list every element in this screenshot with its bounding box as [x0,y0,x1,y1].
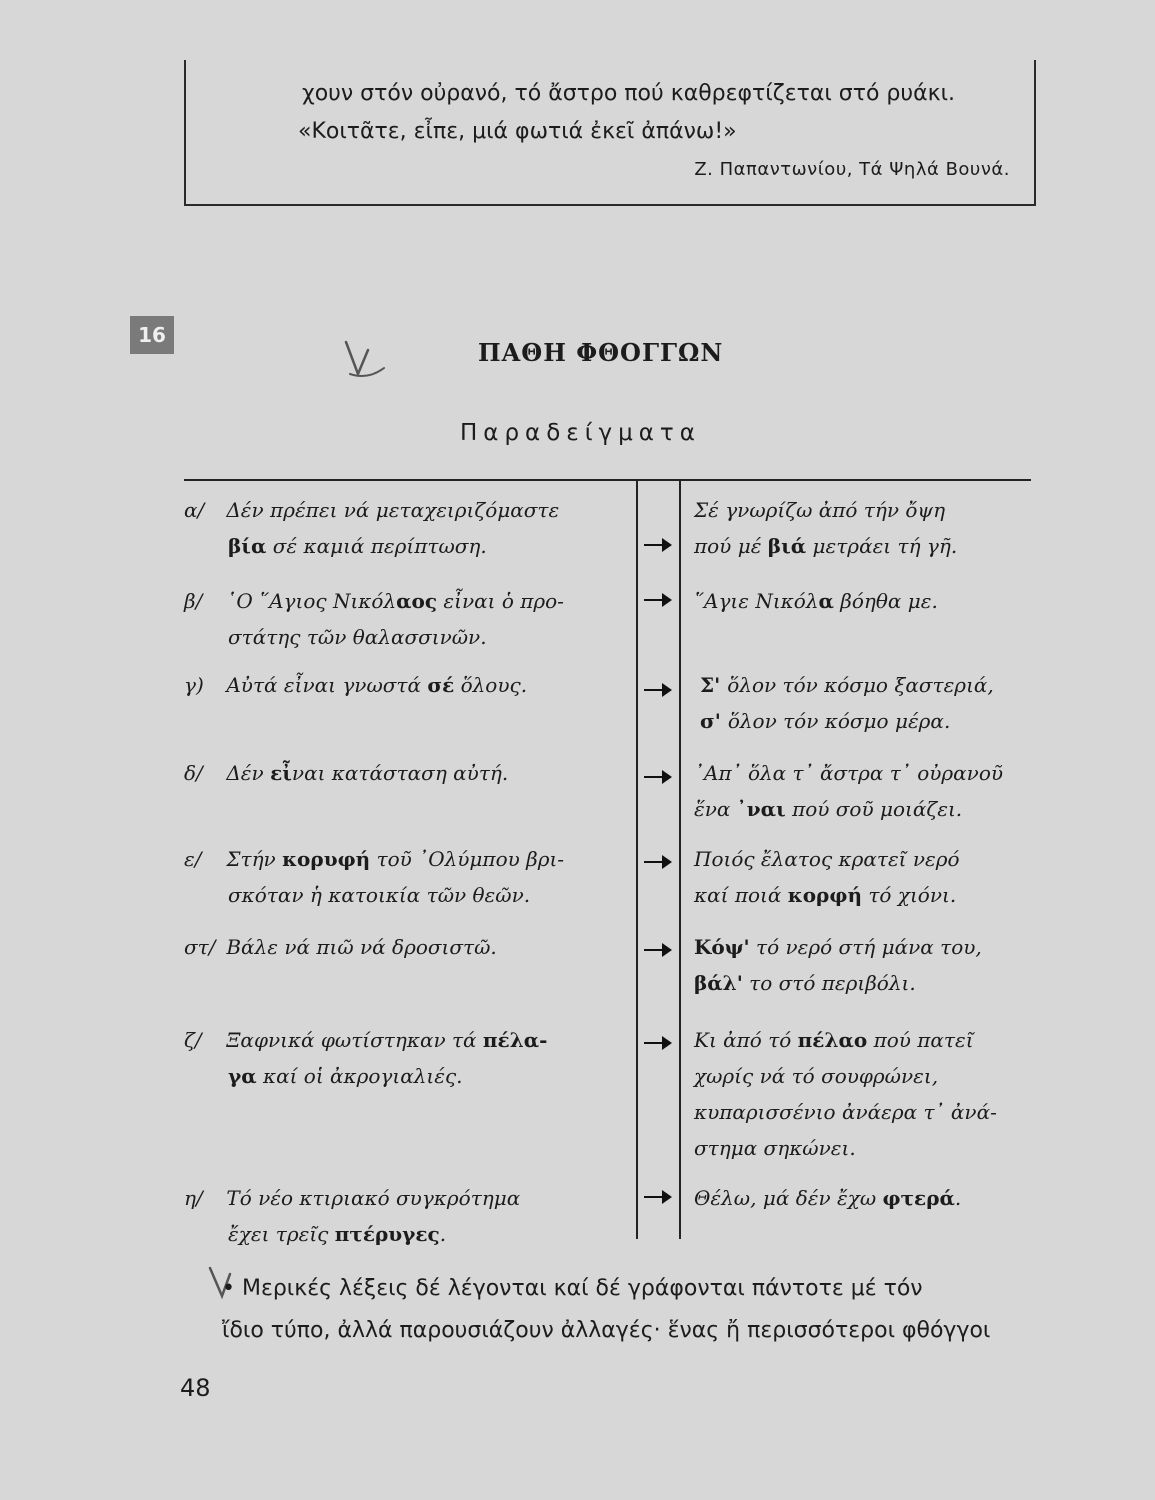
arrow-right-icon [642,590,674,610]
text-segment: κυπαρισσένιο ἀνάερα τ᾿ ἀνά- [694,1100,997,1124]
highlighted-word: πτέρυγες [334,1222,440,1246]
arrow-right-icon [642,1187,674,1207]
right-example-line [694,528,1034,564]
text-segment: Δέν [226,761,271,785]
quote-line-1: χουν στόν οὐρανό, τό ἄστρο πού καθρεφτίζεται στό ρυάκι. [302,81,956,106]
right-example-line [694,492,1034,528]
highlighted-word: σ' [700,709,728,733]
right-example-line [694,755,1034,791]
right-example-line [694,583,1034,619]
text-segment: Αὐτά εἶναι γνωστά [226,673,428,697]
text-segment: Θέλω, μά δέν ἔχω [694,1186,883,1210]
example-right [694,583,1034,619]
example-right [694,841,1034,913]
highlighted-word: πέλα- [482,1028,548,1052]
text-segment: ᾿Απ᾿ ὅλα τ᾿ ἄστρα τ᾿ οὐρανοῦ [694,761,1004,785]
text-segment: ὅλους. [454,673,528,697]
arrow-right-icon [642,940,674,960]
example-left [184,492,624,564]
text-segment: Κι ἀπό τό [694,1028,798,1052]
text-segment: πού πατεῖ [867,1028,974,1052]
text-segment: εἶναι ὁ προ- [437,589,564,613]
text-segment: σκόταν ἡ κατοικία τῶν θεῶν. [228,883,531,907]
example-right [694,929,1034,1001]
left-example-line [184,841,624,877]
highlighted-word: γα [228,1064,257,1088]
text-segment: Σέ γνωρίζω ἀπό τήν ὄψη [694,498,946,522]
arrow-right-icon [642,852,674,872]
left-example-line [184,1216,624,1252]
table-top-rule [184,479,1031,481]
text-segment: Ξαφνικά φωτίστηκαν τά [226,1028,483,1052]
example-left [184,1022,624,1094]
left-example-line [184,619,624,655]
right-example-line [694,877,1034,913]
example-left [184,1180,624,1252]
example-left [184,583,624,655]
highlighted-word: Κόψ' [694,935,750,959]
highlighted-word: φτερά [882,1186,955,1210]
paragraph-line: • Μερικές λέξεις δέ λέγονται καί δέ γράφονται πάντοτε μέ τόν [222,1276,923,1301]
example-right [694,755,1034,827]
left-example-line [184,1058,624,1094]
right-example-line [694,791,1034,827]
left-example-line [184,877,624,913]
quote-source: Ζ. Παπαντωνίου, Τά Ψηλά Βουνά. [694,159,1010,180]
example-label: α/ [184,498,205,522]
body-paragraph [222,1268,1032,1352]
left-example-line [184,583,624,619]
right-example-line [694,929,1034,965]
text-segment: ῞Αγιε Νικόλ [694,589,819,613]
arrow-right-icon [642,680,674,700]
quote-line-2: «Κοιτᾶτε, εἶπε, μιά φωτιά ἐκεῖ ἀπάνω!» [298,119,737,144]
left-example-line [184,528,624,564]
text-segment: πού μέ [694,534,768,558]
example-left [184,755,624,791]
right-example-line [694,1022,1034,1058]
left-example-line [184,1180,624,1216]
highlighted-word: βιά [767,534,807,558]
left-example-line [184,492,624,528]
section-title: ΠΑΘΗ ΦΘΟΓΓΩΝ [478,338,724,367]
example-label: στ/ [184,935,216,959]
example-label: β/ [184,589,203,613]
text-segment: Τό νέο κτιριακό συγκρότημα [226,1186,521,1210]
text-segment: ῾Ο ῞Αγιος Νικόλ [226,589,397,613]
highlighted-word: πέλαο [797,1028,868,1052]
example-left [184,667,624,703]
text-segment: τό νερό στή μάνα του, [749,935,982,959]
text-segment: Δέν πρέπει νά μεταχειριζόμαστε [226,498,560,522]
right-example-line [694,1180,1034,1216]
highlighted-word: βία [228,534,267,558]
text-segment: βόηθα με. [833,589,938,613]
example-label: ζ/ [184,1028,202,1052]
highlighted-word: αος [396,589,438,613]
example-right [694,492,1034,564]
handwritten-check-icon [338,322,388,384]
text-segment: ναι κατάσταση αὐτή. [291,761,509,785]
left-example-line [184,1022,624,1058]
right-example-line [694,965,1034,1001]
text-segment: πού σοῦ μοιάζει. [785,797,963,821]
right-example-line [694,1058,1034,1094]
page-number: 48 [180,1374,211,1402]
highlighted-word: κορφή [787,883,862,907]
text-segment: το στό περιβόλι. [742,971,916,995]
example-right [694,1022,1034,1166]
right-example-line [694,1094,1034,1130]
example-left [184,929,624,965]
table-divider-left [636,481,638,1239]
example-label: η/ [184,1186,203,1210]
text-segment: Βάλε νά πιῶ νά δροσιστῶ. [226,935,497,959]
section-subtitle: Παραδείγματα [460,420,701,446]
arrow-right-icon [642,767,674,787]
text-segment: τοῦ ᾿Ολύμπου βρι- [370,847,565,871]
example-label: γ) [184,673,204,697]
text-segment: ἕνα [694,797,737,821]
text-segment: ὅλον τόν κόσμο μέρα. [727,709,951,733]
text-segment: ἔχει τρεῖς [228,1222,335,1246]
text-segment: Στήν [226,847,283,871]
highlighted-word: ᾿ναι [736,797,786,821]
text-segment: Ποιός ἔλατος κρατεῖ νερό [694,847,960,871]
right-example-line [700,667,1040,703]
highlighted-word: σέ [427,673,455,697]
example-label: δ/ [184,761,203,785]
highlighted-word: κορυφή [282,847,371,871]
right-example-line [694,1130,1034,1166]
text-segment: τό χιόνι. [862,883,957,907]
example-left [184,841,624,913]
text-segment: μετράει τή γῆ. [806,534,958,558]
text-segment: καί οἱ ἀκρογιαλιές. [256,1064,463,1088]
highlighted-word: εἶ [270,761,292,785]
example-label: ε/ [184,847,202,871]
example-right [694,1180,1034,1216]
quote-box [184,60,1036,206]
highlighted-word: α [818,589,834,613]
table-divider-right [679,481,681,1239]
text-segment: ὅλον τόν κόσμο ξαστεριά, [727,673,994,697]
section-number-badge: 16 [130,316,174,354]
highlighted-word: βάλ' [694,971,743,995]
text-segment: καί ποιά [694,883,788,907]
right-example-line [694,841,1034,877]
highlighted-word: Σ' [700,673,728,697]
text-segment: . [439,1222,447,1246]
text-segment: στάτης τῶν θαλασσινῶν. [228,625,487,649]
text-segment: . [954,1186,962,1210]
paragraph-line: ἴδιο τύπο, ἀλλά παρουσιάζουν ἀλλαγές· ἕνας ἤ περισσότεροι φθόγγοι [222,1318,991,1343]
arrow-right-icon [642,1033,674,1053]
arrow-right-icon [642,535,674,555]
left-example-line [184,755,624,791]
right-example-line [700,703,1040,739]
example-right [700,667,1040,739]
left-example-line [184,929,624,965]
left-example-line [184,667,624,703]
text-segment: χωρίς νά τό σουφρώνει, [694,1064,939,1088]
text-segment: στημα σηκώνει. [694,1136,856,1160]
text-segment: σέ καμιά περίπτωση. [266,534,487,558]
